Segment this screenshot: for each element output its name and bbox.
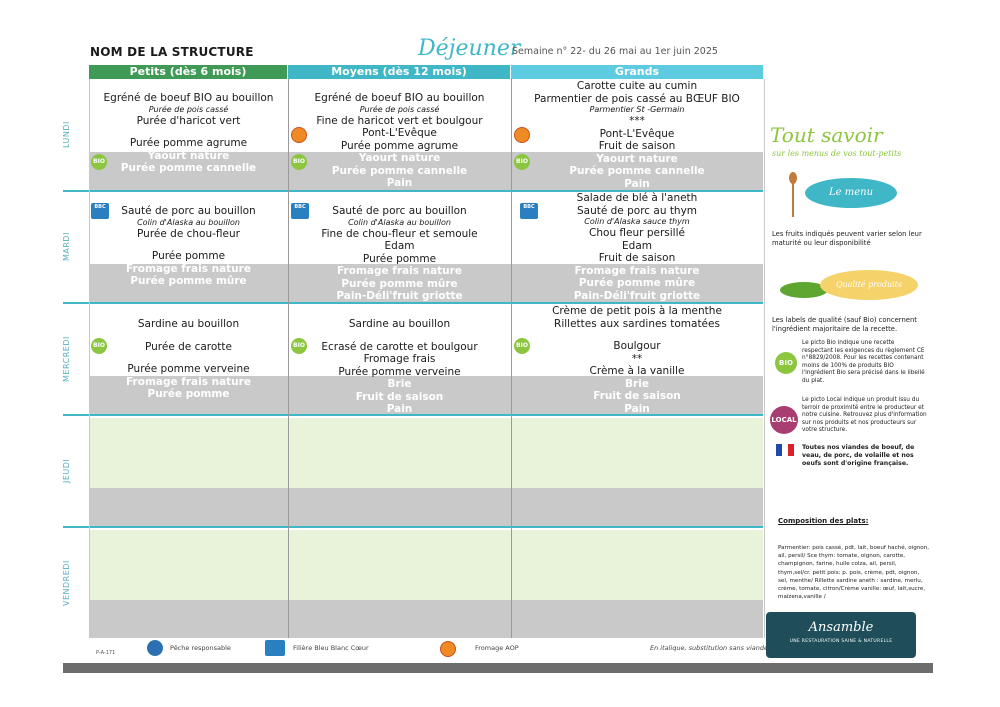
dish-substitute: Colin d'Alaska au bouillon (348, 217, 451, 227)
column-header-moyens: Moyens (dès 12 mois) (288, 65, 510, 79)
composition-title: Composition des plats: (778, 517, 869, 525)
legend-italic-note: En italique, substitution sans viande (650, 644, 768, 652)
dessert: Fromage frais nature (126, 375, 251, 388)
dish: Fruit de saison (598, 252, 676, 264)
cheese: Pont-L'Evêque (362, 127, 437, 139)
bio-badge-icon: BIO (291, 154, 307, 170)
dish: Parmentier de pois cassé au BŒUF BIO (534, 92, 740, 105)
dessert: Yaourt nature (596, 152, 678, 165)
dessert: Fruit de saison (593, 390, 681, 402)
dish: Purée pomme agrume (129, 137, 248, 149)
cell-mercredi-moyens (288, 318, 511, 416)
labels-note: Les labels de qualité (sauf Bio) concernent l'ingrédient majoritaire de la recette. (772, 316, 917, 333)
dessert: Purée pomme cannelle (569, 165, 705, 177)
cell-lundi-petits (89, 92, 288, 175)
logo-tagline: UNE RESTAURATION SAINE & NATURELLE (789, 639, 893, 644)
dish: Purée pomme (151, 250, 226, 262)
dessert: Pain (386, 177, 413, 189)
day-label-lundi: LUNDI (62, 121, 71, 149)
dessert: Purée pomme cannelle (331, 164, 468, 177)
dessert: Pain (624, 402, 650, 415)
dish-substitute: Purée de pois cassé (359, 104, 440, 114)
cell-mercredi-petits (89, 318, 288, 401)
dish: Ecrasé de carotte et boulgour (321, 340, 478, 353)
dish: Fine de haricot vert et boulgour (316, 114, 483, 127)
fruits-note: Les fruits indiqués peuvent varier selon leur maturité ou leur disponibilité (772, 230, 922, 247)
aop-badge-icon (440, 641, 456, 657)
bio-badge-icon: BIO (514, 154, 530, 170)
page-reference: P-A-171 (96, 650, 116, 656)
cell-mardi-grands (511, 192, 763, 302)
legend-peche: Pêche responsable (170, 644, 231, 652)
cell-mardi-moyens (288, 205, 511, 303)
french-flag-icon (776, 444, 794, 456)
logo-name: Ansamble (808, 620, 874, 635)
dish: Rillettes aux sardines tomatées (554, 317, 720, 330)
dish: Purée pomme agrume (340, 139, 459, 152)
dish: Sauté de porc au bouillon (332, 205, 467, 217)
tout-savoir-title: Tout savoir (770, 123, 883, 147)
bio-explanation: Le picto Bio indique une recette respectant les exigences du règlement CE n°8829/2008. Pour les recettes contenant moins de 100% de produits BIO l'ingrédient Bio sera précisé dans le libellé du plat. (802, 340, 925, 384)
menu-title: Déjeuner (418, 36, 521, 61)
composition-text: Parmentier: pois cassé, pdt, lait, boeuf haché, oignon, ail, persil/ Sce thym: tomate, oignon, carotte, champignon, farine, huile colza, ail, persil, thym,sel/cr. petit pois: p. pois, crème, pdt, oignon, sel, menthe/ Rillette sardine aneth : sardine, merlu, crème, tomate, citron/Crème vanille: œuf, lait,sucre, maïzena,vanille / (778, 545, 930, 601)
dessert: Pain (386, 403, 413, 415)
qualite-produits-bubble: Qualité produits (820, 270, 918, 300)
origine-francaise-note: Toutes nos viandes de boeuf, de veau, de porc, de volaille et nos oeufs sont d'origine française. (802, 444, 915, 467)
cheese: Edam (384, 240, 415, 252)
separator-stars: ** (631, 352, 643, 365)
spoon-icon (788, 172, 798, 218)
legend-aop: Fromage AOP (475, 644, 519, 652)
dish: Purée pomme verveine (338, 365, 461, 378)
dessert: Yaourt nature (147, 149, 230, 162)
dish: Sardine au bouillon (348, 318, 451, 330)
dish: Purée de carotte (144, 340, 233, 353)
dessert: Pain-Déli'fruit griotte (573, 289, 701, 302)
dish: Boulgour (613, 340, 661, 352)
cheese: Edam (622, 239, 652, 252)
dish: Egréné de boeuf BIO au bouillon (314, 92, 485, 104)
dish: Sauté de porc au bouillon (121, 205, 256, 217)
dessert: Purée pomme mûre (130, 275, 247, 287)
week-label: Semaine n° 22- du 26 mai au 1er juin 2025 (512, 46, 718, 57)
dish: Purée pomme (362, 252, 437, 265)
ansamble-logo (766, 612, 916, 658)
dish: Egréné de boeuf BIO au bouillon (103, 92, 274, 104)
dessert: Yaourt nature (358, 152, 441, 164)
dessert: Brie (625, 377, 649, 390)
day-label-vendredi: VENDREDI (62, 560, 71, 606)
column-header-grands: Grands (511, 65, 763, 79)
dish-substitute: Colin d'Alaska au bouillon (137, 217, 240, 227)
cell-lundi-grands (511, 80, 763, 190)
bio-badge-icon: BIO (514, 338, 530, 354)
bio-badge-icon: BIO (291, 338, 307, 354)
cheese: Pont-L'Evêque (599, 127, 675, 140)
aop-badge-icon (514, 127, 530, 143)
starter: Crème de petit pois à la menthe (552, 305, 722, 317)
dish-substitute: Colin d'Alaska sauce thym (584, 217, 690, 226)
le-menu-bubble: Le menu (805, 178, 897, 208)
dessert: Fruit de saison (355, 390, 444, 403)
bleu-blanc-coeur-icon: BBC (91, 203, 109, 219)
dessert: Purée pomme cannelle (120, 162, 257, 174)
dish: Purée de chou-fleur (137, 227, 240, 240)
dish: Sauté de porc au thym (576, 204, 698, 217)
dessert: Fromage frais nature (126, 262, 251, 275)
dish-substitute: Purée de pois cassé (148, 104, 229, 114)
local-label-icon: LOCAL (770, 406, 798, 434)
bio-badge-icon: BIO (91, 154, 107, 170)
dish: Sardine au bouillon (137, 318, 240, 330)
dish: Fine de chou-fleur et semoule (321, 227, 478, 240)
separator-stars: *** (629, 115, 645, 127)
dessert: Crème à la vanille (589, 365, 685, 377)
tout-savoir-subtitle: sur les menus de vos tout-petits (772, 149, 902, 158)
starter: Salade de blé à l'aneth (576, 192, 698, 204)
cell-lundi-moyens (288, 92, 511, 190)
structure-name: NOM DE LA STRUCTURE (90, 45, 254, 59)
aop-badge-icon (291, 127, 307, 143)
bottom-strip (63, 663, 933, 673)
dish: Purée pomme verveine (127, 363, 250, 375)
dessert: Purée pomme mûre (341, 277, 458, 290)
dessert: Pain-Déli'fruit griotte (336, 290, 463, 302)
bleu-blanc-coeur-icon: BBC (520, 203, 538, 219)
dish: Chou fleur persillé (589, 227, 685, 239)
bio-badge-icon: BIO (91, 338, 107, 354)
column-header-petits: Petits (dès 6 mois) (89, 65, 287, 79)
starter: Carotte cuite au cumin (576, 80, 698, 92)
bleu-blanc-coeur-icon (265, 640, 285, 656)
cheese: Fromage frais (363, 353, 436, 365)
day-label-mardi: MARDI (62, 232, 71, 262)
peche-responsable-icon (147, 640, 163, 656)
dish: Fruit de saison (598, 140, 676, 152)
legend-bbc: Filière Bleu Blanc Cœur (293, 644, 369, 652)
bleu-blanc-coeur-icon: BBC (291, 203, 309, 219)
cell-mardi-petits (89, 205, 288, 288)
cell-mercredi-grands (511, 305, 763, 415)
dessert: Pain (624, 177, 650, 190)
dish: Purée d'haricot vert (136, 114, 241, 127)
local-explanation: Le picto Local indique un produit issu du terroir de proximité entre le producteur et notre cuisine. Retrouvez plus d'information sur nos produits et nos producteurs sur votre structure. (802, 397, 927, 434)
bio-label-icon: BIO (775, 352, 797, 374)
dish-substitute: Parmentier St -Germain (589, 105, 685, 114)
dessert: Brie (387, 378, 412, 390)
dessert: Purée pomme mûre (578, 277, 696, 289)
day-label-jeudi: JEUDI (62, 458, 71, 484)
dessert: Fromage frais nature (574, 264, 700, 277)
dessert: Purée pomme (147, 388, 230, 400)
day-label-mercredi: MERCREDI (62, 336, 71, 382)
dessert: Fromage frais nature (337, 265, 462, 277)
